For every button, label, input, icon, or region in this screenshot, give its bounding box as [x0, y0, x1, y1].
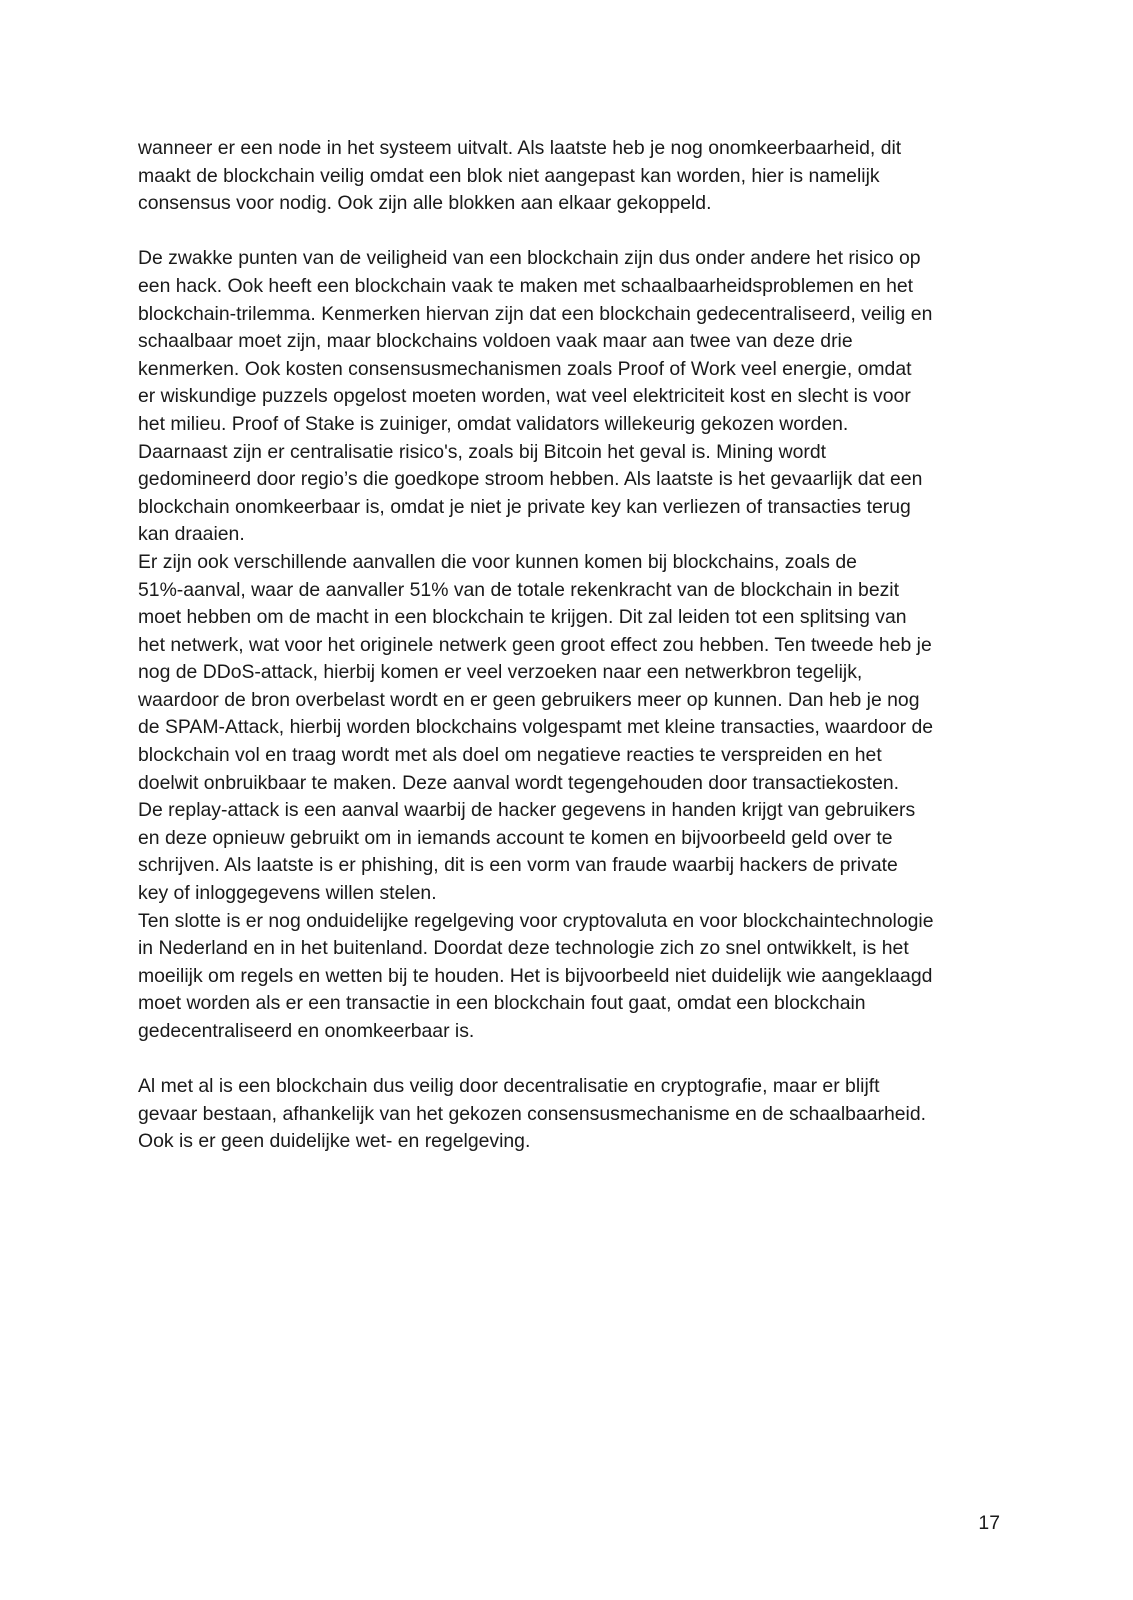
text-line: nog de DDoS-attack, hierbij komen er veel verzoeken naar een netwerkbron tegelijk,	[138, 661, 863, 684]
paragraph	[138, 245, 1018, 1045]
text-line: doelwit onbruikbaar te maken. Deze aanval wordt tegengehouden door transactiekosten.	[138, 771, 900, 794]
text-line: kenmerken. Ook kosten consensusmechanismen zoals Proof of Work veel energie, omdat	[138, 357, 912, 380]
text-line: het milieu. Proof of Stake is zuiniger, omdat validators willekeurig gekozen worden.	[138, 412, 849, 435]
text-line: waardoor de bron overbelast wordt en er geen gebruikers meer op kunnen. Dan heb je nog	[138, 688, 920, 711]
text-line: Al met al is een blockchain dus veilig door decentralisatie en cryptografie, maar er blijft	[138, 1075, 880, 1098]
text-line: moet hebben om de macht in een blockchain te krijgen. Dit zal leiden tot een splitsing van	[138, 606, 907, 629]
text-line: er wiskundige puzzels opgelost moeten worden, wat veel elektriciteit kost en slecht is voor	[138, 385, 911, 408]
text-line: gedomineerd door regio’s die goedkope stroom hebben. Als laatste is het gevaarlijk dat een	[138, 468, 923, 491]
text-line: en deze opnieuw gebruikt om in iemands account te komen en bijvoorbeeld geld over te	[138, 826, 893, 849]
text-line: gedecentraliseerd en onomkeerbaar is.	[138, 1020, 475, 1042]
text-line: maakt de blockchain veilig omdat een blok niet aangepast kan worden, hier is namelijk	[138, 164, 880, 187]
text-line: een hack. Ook heeft een blockchain vaak te maken met schaalbaarheidsproblemen en het	[138, 274, 914, 297]
text-line: schrijven. Als laatste is er phishing, dit is een vorm van fraude waarbij hackers de private	[138, 854, 898, 877]
text-line: De replay-attack is een aanval waarbij de hacker gegevens in handen krijgt van gebruikers	[138, 799, 916, 822]
text-line: 51%-aanval, waar de aanvaller 51% van de totale rekenkracht van de blockchain in bezit	[138, 578, 900, 601]
body-text	[138, 135, 1018, 1156]
text-line: blockchain-trilemma. Kenmerken hiervan zijn dat een blockchain gedecentraliseerd, veilig en	[138, 302, 933, 325]
text-line: Er zijn ook verschillende aanvallen die voor kunnen komen bij blockchains, zoals de	[138, 550, 857, 573]
paragraph	[138, 1073, 1018, 1156]
text-line: schaalbaar moet zijn, maar blockchains voldoen vaak maar aan twee van deze drie	[138, 330, 853, 353]
text-line: Daarnaast zijn er centralisatie risico's, zoals bij Bitcoin het geval is. Mining wordt	[138, 440, 827, 463]
text-line: consensus voor nodig. Ook zijn alle blokken aan elkaar gekoppeld.	[138, 192, 712, 215]
text-line: kan draaien.	[138, 523, 245, 546]
text-line: de SPAM-Attack, hierbij worden blockchains volgespamt met kleine transacties, waardoor de	[138, 716, 934, 739]
text-line: Ten slotte is er nog onduidelijke regelgeving voor cryptovaluta en voor blockchaintechnologie	[138, 909, 934, 932]
text-line: moet worden als er een transactie in een blockchain fout gaat, omdat een blockchain	[138, 992, 866, 1015]
text-line: key of inloggegevens willen stelen.	[138, 882, 437, 905]
text-line: in Nederland en in het buitenland. Doordat deze technologie zich zo snel ontwikkelt, is het	[138, 937, 909, 960]
text-line: het netwerk, wat voor het originele netwerk geen groot effect zou hebben. Ten tweede heb je	[138, 633, 932, 656]
paragraph	[138, 135, 1018, 218]
text-line: gevaar bestaan, afhankelijk van het gekozen consensusmechanisme en de schaalbaarheid.	[138, 1102, 926, 1125]
text-line: Ook is er geen duidelijke wet- en regelgeving.	[138, 1130, 531, 1153]
text-line: wanneer er een node in het systeem uitvalt. Als laatste heb je nog onomkeerbaarheid, dit	[138, 137, 902, 159]
text-line: moeilijk om regels en wetten bij te houden. Het is bijvoorbeeld niet duidelijk wie aangeklaagd	[138, 964, 933, 987]
paragraph-gap	[138, 218, 1018, 246]
text-line: blockchain onomkeerbaar is, omdat je niet je private key kan verliezen of transacties terug	[138, 495, 911, 518]
text-line: De zwakke punten van de veiligheid van een blockchain zijn dus onder andere het risico op	[138, 247, 921, 270]
paragraph-gap	[138, 1046, 1018, 1074]
page-number: 17	[978, 1512, 1000, 1534]
text-line: blockchain vol en traag wordt met als doel om negatieve reacties te verspreiden en het	[138, 744, 882, 767]
